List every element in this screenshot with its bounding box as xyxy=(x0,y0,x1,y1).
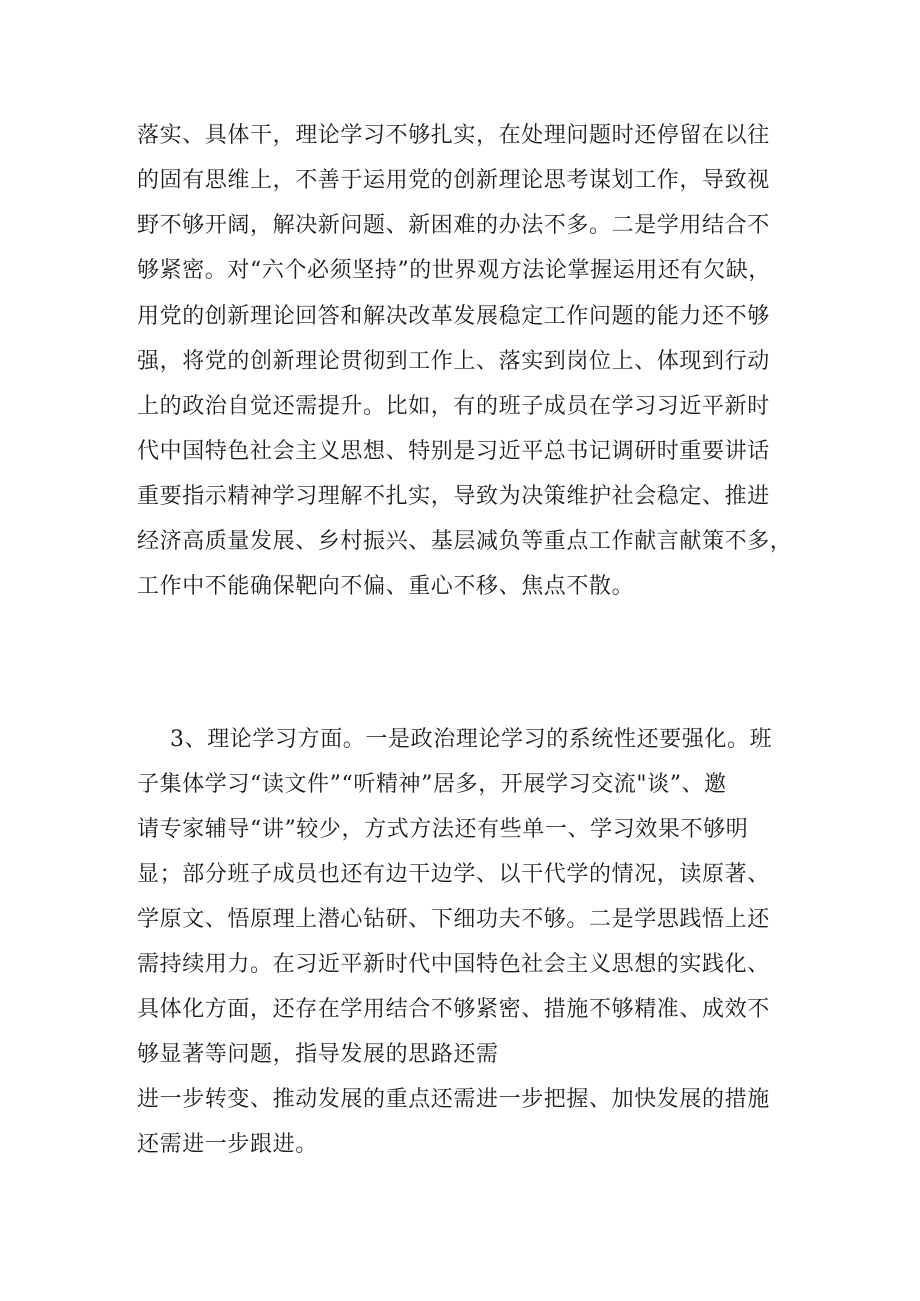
paragraph-2-line-6: 需持续用力。在习近平新时代中国特色社会主义思想的实践化、 xyxy=(137,952,770,977)
paragraph-1-line-7: 上的政治自觉还需提升。比如，有的班子成员在学习习近平新时 xyxy=(137,394,770,419)
paragraph-1-line-4: 够紧密。对“六个必须坚持”的世界观方法论掌握运用还有欠缺， xyxy=(137,258,771,283)
paragraph-2-line-9: 进一步转变、推动发展的重点还需进一步把握、加快发展的措施 xyxy=(137,1087,770,1112)
paragraph-1-line-9: 重要指示精神学习理解不扎实，导致为决策维护社会稳定、推进 xyxy=(137,484,770,509)
paragraph-1-line-1: 落实、具体干，理论学习不够扎实，在处理问题时还停留在以往 xyxy=(137,123,770,148)
paragraph-1-line-11: 工作中不能确保靶向不偏、重心不移、焦点不散。 xyxy=(137,574,635,599)
paragraph-2-line-4: 显；部分班子成员也还有边干边学、以干代学的情况，读原著、 xyxy=(137,862,770,887)
paragraph-2-line-5: 学原文、悟原理上潜心钻研、下细功夫不够。二是学思践悟上还 xyxy=(137,907,770,932)
paragraph-2-line-8: 够显著等问题，指导发展的思路还需 xyxy=(137,1042,499,1067)
paragraph-1-line-6: 强，将党的创新理论贯彻到工作上、落实到岗位上、体现到行动 xyxy=(137,349,770,374)
paragraph-2-line-1: 3、理论学习方面。一是政治理论学习的系统性还要强化。班 xyxy=(170,727,773,752)
paragraph-2-line-10: 还需进一步跟进。 xyxy=(137,1132,318,1157)
paragraph-1-line-5: 用党的创新理论回答和解决改革发展稳定工作问题的能力还不够 xyxy=(137,304,770,329)
paragraph-2-line-3: 请专家辅导“讲”较少，方式方法还有些单一、学习效果不够明 xyxy=(137,817,749,842)
paragraph-1-line-3: 野不够开阔，解决新问题、新困难的办法不多。二是学用结合不 xyxy=(137,213,770,238)
paragraph-1-line-10: 经济高质量发展、乡村振兴、基层减负等重点工作献言献策不多， xyxy=(137,529,793,554)
paragraph-2-line-2: 子集体学习“读文件”“听精神”居多，开展学习交流"谈”、邀 xyxy=(137,772,727,797)
paragraph-2-line-7: 具体化方面，还存在学用结合不够紧密、措施不够精准、成效不 xyxy=(137,997,770,1022)
paragraph-1-line-2: 的固有思维上，不善于运用党的创新理论思考谋划工作，导致视 xyxy=(137,168,770,193)
paragraph-1-line-8: 代中国特色社会主义思想、特别是习近平总书记调研时重要讲话 xyxy=(137,439,770,464)
